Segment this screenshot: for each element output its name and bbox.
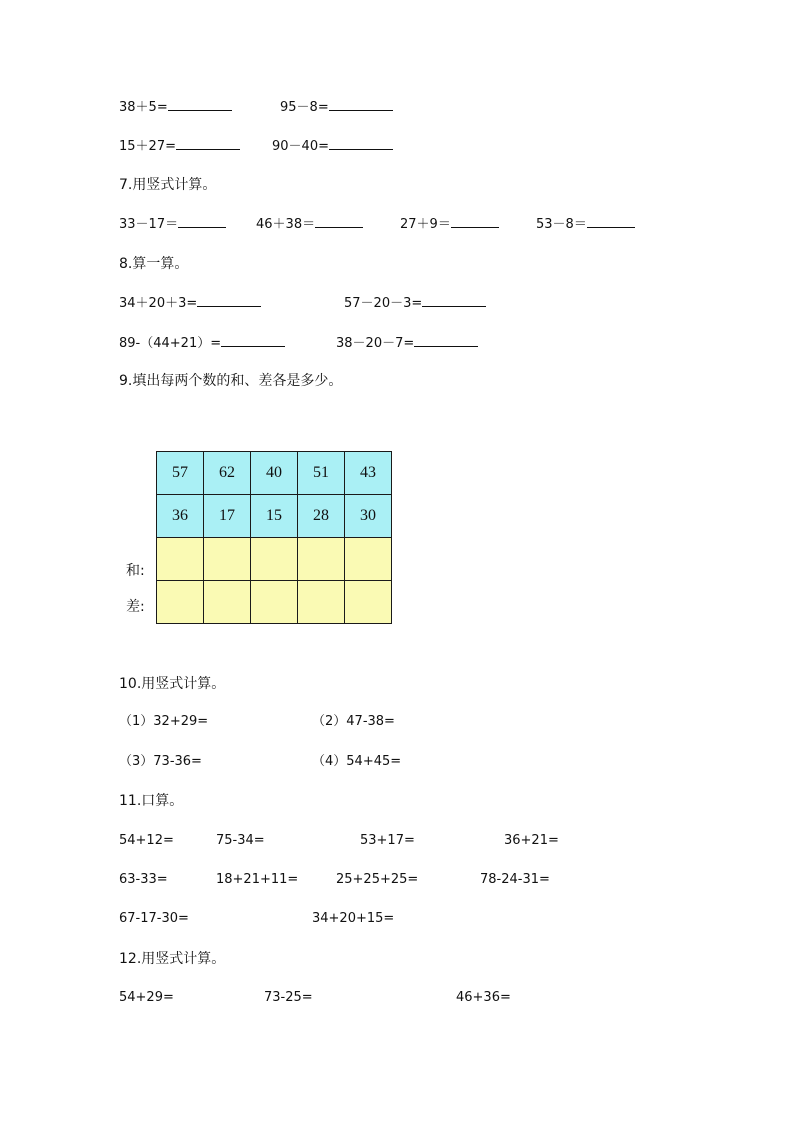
vertical-calc-problem: 46+36=: [456, 990, 511, 1005]
problem-46-plus-38: 46＋38＝: [256, 215, 363, 234]
number-cell: 15: [251, 495, 298, 538]
problem-10-2: （2）47-38=: [312, 714, 395, 729]
problem-10-1: （1）32+29=: [119, 714, 209, 729]
oral-problem: 78-24-31=: [480, 872, 550, 887]
section-7-title: 7.用竖式计算。: [119, 177, 217, 193]
problem-15-plus-27: 15＋27=: [119, 137, 240, 156]
oral-problem: 36+21=: [504, 833, 559, 848]
problem-90-minus-40: 90－40=: [272, 137, 393, 156]
vertical-calc-problem: 73-25=: [264, 990, 313, 1005]
section-11-title: 11.口算。: [119, 793, 184, 809]
answer-blank[interactable]: [587, 215, 635, 228]
sum-answer-cell[interactable]: [204, 538, 251, 581]
number-cell: 17: [204, 495, 251, 538]
number-cell: 43: [345, 452, 392, 495]
problem-89-minus-paren: 89-（44+21）=: [119, 334, 285, 353]
problem-57-minus-20-minus-3: 57－20－3=: [344, 294, 486, 313]
difference-answer-cell[interactable]: [251, 581, 298, 624]
number-cell: 36: [157, 495, 204, 538]
answer-blank[interactable]: [329, 98, 393, 111]
sum-answer-cell[interactable]: [251, 538, 298, 581]
answer-blank[interactable]: [315, 215, 363, 228]
problem-53-minus-8: 53－8＝: [536, 215, 635, 234]
section-8-title: 8.算一算。: [119, 256, 189, 272]
problem-10-4: （4）54+45=: [312, 754, 402, 769]
number-cell: 28: [298, 495, 345, 538]
oral-problem: 53+17=: [360, 833, 415, 848]
sum-answer-cell[interactable]: [345, 538, 392, 581]
difference-answer-cell[interactable]: [345, 581, 392, 624]
oral-problem: 67-17-30=: [119, 911, 189, 926]
problem-38-plus-5: 38＋5=: [119, 98, 232, 117]
problem-38-minus-20-minus-7: 38－20－7=: [336, 334, 478, 353]
table-row-sum: [157, 538, 392, 581]
answer-blank[interactable]: [221, 334, 285, 347]
answer-blank[interactable]: [329, 137, 393, 150]
sum-answer-cell[interactable]: [157, 538, 204, 581]
answer-blank[interactable]: [168, 98, 232, 111]
answer-blank[interactable]: [176, 137, 240, 150]
sum-answer-cell[interactable]: [298, 538, 345, 581]
answer-blank[interactable]: [414, 334, 478, 347]
section-10-title: 10.用竖式计算。: [119, 676, 226, 692]
vertical-calc-problem: 54+29=: [119, 990, 174, 1005]
answer-blank[interactable]: [451, 215, 499, 228]
sum-row-label: 和:: [126, 563, 145, 579]
number-cell: 57: [157, 452, 204, 495]
oral-problem: 25+25+25=: [336, 872, 419, 887]
answer-blank[interactable]: [422, 294, 486, 307]
problem-95-minus-8: 95－8=: [280, 98, 393, 117]
table-row-top-numbers: [157, 452, 392, 495]
table-row-bottom-numbers: [157, 495, 392, 538]
difference-answer-cell[interactable]: [157, 581, 204, 624]
problem-10-3: （3）73-36=: [119, 754, 202, 769]
table-row-difference: [157, 581, 392, 624]
problem-27-plus-9: 27＋9＝: [400, 215, 499, 234]
oral-problem: 75-34=: [216, 833, 265, 848]
oral-problem: 63-33=: [119, 872, 168, 887]
answer-blank[interactable]: [197, 294, 261, 307]
difference-answer-cell[interactable]: [298, 581, 345, 624]
section-12-title: 12.用竖式计算。: [119, 951, 226, 967]
answer-blank[interactable]: [178, 215, 226, 228]
number-cell: 40: [251, 452, 298, 495]
number-cell: 62: [204, 452, 251, 495]
section-9-title: 9.填出每两个数的和、差各是多少。: [119, 373, 343, 389]
oral-problem: 18+21+11=: [216, 872, 299, 887]
number-cell: 51: [298, 452, 345, 495]
number-cell: 30: [345, 495, 392, 538]
problem-33-minus-17: 33－17＝: [119, 215, 226, 234]
oral-problem: 54+12=: [119, 833, 174, 848]
oral-problem: 34+20+15=: [312, 911, 395, 926]
sum-difference-table: [156, 451, 392, 624]
difference-row-label: 差:: [126, 599, 145, 615]
problem-34-plus-20-plus-3: 34＋20＋3=: [119, 294, 261, 313]
difference-answer-cell[interactable]: [204, 581, 251, 624]
